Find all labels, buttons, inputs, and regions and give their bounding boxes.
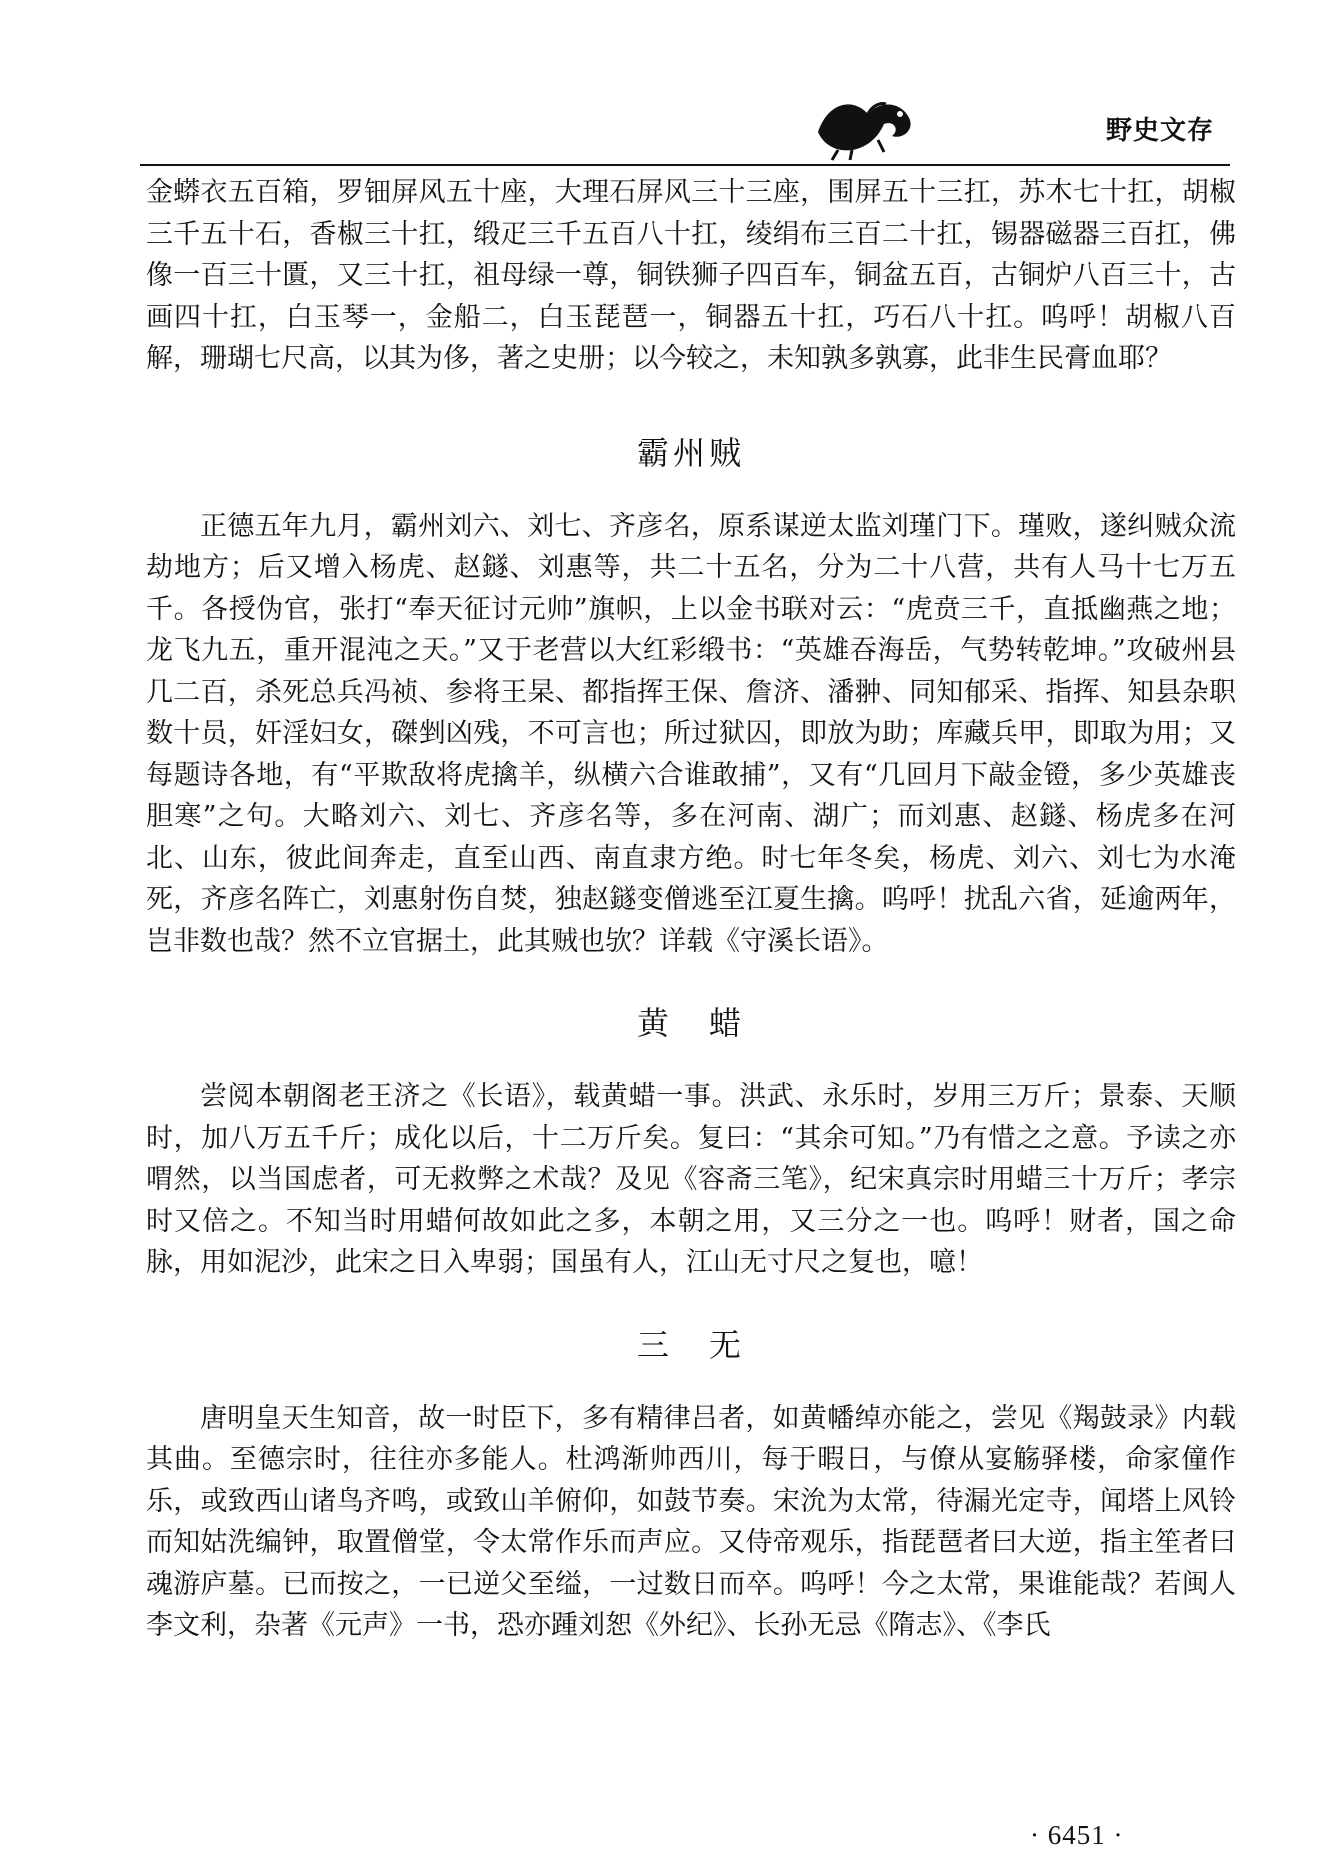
section-title-yellow-wax: 黄 蜡	[636, 1004, 745, 1042]
intro-paragraph: 金蟒衣五百箱，罗钿屏风五十座，大理石屏风三十三座，围屏五十三扛，苏木七十扛，胡椒三千五十石，香椒三十扛，缎疋三千五百八十扛，绫绢布三百二十扛，锡器磁器三百扛，佛像一百三十匱，又三十扛，祖母绿一尊，铜铁狮子四百车，铜盆五百，古铜炉八百三十，古画四十扛，白玉琴一，金船二，白玉琵琶一，铜器五十扛，巧石八十扛。呜呼！胡椒八百解，珊瑚七尺高，以其为侈，著之史册；以今较之，未知孰多孰寡，此非生民膏血耶？	[146, 177, 1236, 374]
header-rule	[140, 164, 1230, 166]
page-number: · 6451 ·	[1030, 1820, 1124, 1850]
section-body-three-none: 唐明皇天生知音，故一时臣下，多有精律吕者，如黄幡绰亦能之，尝见《羯鼓录》内载其曲。至德宗时，往往亦多能人。杜鸿渐帅西川，每于暇日，与僚从宴觞驿楼，命家僮作乐，或致西山诸鸟齐鸣，或致山羊俯仰，如鼓节奏。宋沇为太常，待漏光定寺，闻塔上风铃而知姑洗编钟，取置僧堂，令太常作乐而声应。又侍帝观乐，指琵琶者曰大逆，指主笙者曰魂游庐墓。已而按之，一已逆父至缢，一过数日而卒。呜呼！今之太常，果谁能哉？若闽人李文利，杂著《元声》一书，恐亦踵刘恕《外纪》、长孙无忌《隋志》、《李氏	[146, 1402, 1236, 1641]
dragon-emblem-icon	[808, 92, 926, 162]
page-content	[146, 172, 1236, 1647]
section-title-three-none: 三 无	[636, 1325, 745, 1364]
section-body-yellow-wax: 尝阅本朝阁老王济之《长语》，载黄蜡一事。洪武、永乐时，岁用三万斤；景泰、天顺时，加八万五千斤；成化以后，十二万斤矣。复曰：“其余可知。”乃有惜之之意。予读之亦喟然，以当国虑者，可无救弊之术哉？及见《容斋三笔》，纪宋真宗时用蜡三十万斤；孝宗时又倍之。不知当时用蜡何故如此之多，本朝之用，又三分之一也。呜呼！财者，国之命脉，用如泥沙，此宋之日入卑弱；国虽有人，江山无寸尺之复也，噫！	[146, 1081, 1236, 1278]
header-title: 野史文存	[1105, 116, 1214, 146]
section-title-bazhou-bandits: 霸州贼	[636, 433, 745, 472]
section-body-bazhou-bandits: 正德五年九月，霸州刘六、刘七、齐彦名，原系谋逆太监刘瑾门下。瑾败，遂纠贼众流劫地方；后又增入杨虎、赵鐩、刘惠等，共二十五名，分为二十八营，共有人马十七万五千。各授伪官，张打“奉天征讨元帅”旗帜，上以金书联对云：“虎贲三千，直抵幽燕之地；龙飞九五，重开混沌之天。”又于老营以大红彩缎书：“英雄吞海岳，气势转乾坤。”攻破州县几二百，杀死总兵冯祯、参将王杲、都指挥王保、詹济、潘翀、同知郁采、指挥、知县杂职数十员，奸淫妇女，磔剉凶残，不可言也；所过狱囚，即放为助；库藏兵甲，即取为用；又每题诗各地，有“平欺敌将虎擒羊，纵横六合谁敢捕”，又有“几回月下敲金镫，多少英雄丧胆寒”之句。大略刘六、刘七、齐彦名等，多在河南、湖广；而刘惠、赵鐩、杨虎多在河北、山东，彼此间奔走，直至山西、南直隶方绝。时七年冬矣，杨虎、刘六、刘七为水淹死，齐彦名阵亡，刘惠射伤自焚，独赵鐩变僧逃至江夏生擒。呜呼！扰乱六省，延逾两年，岂非数也哉？然不立官据土，此其贼也欤？详载《守溪长语》。	[146, 510, 1236, 957]
running-header	[140, 92, 1230, 162]
